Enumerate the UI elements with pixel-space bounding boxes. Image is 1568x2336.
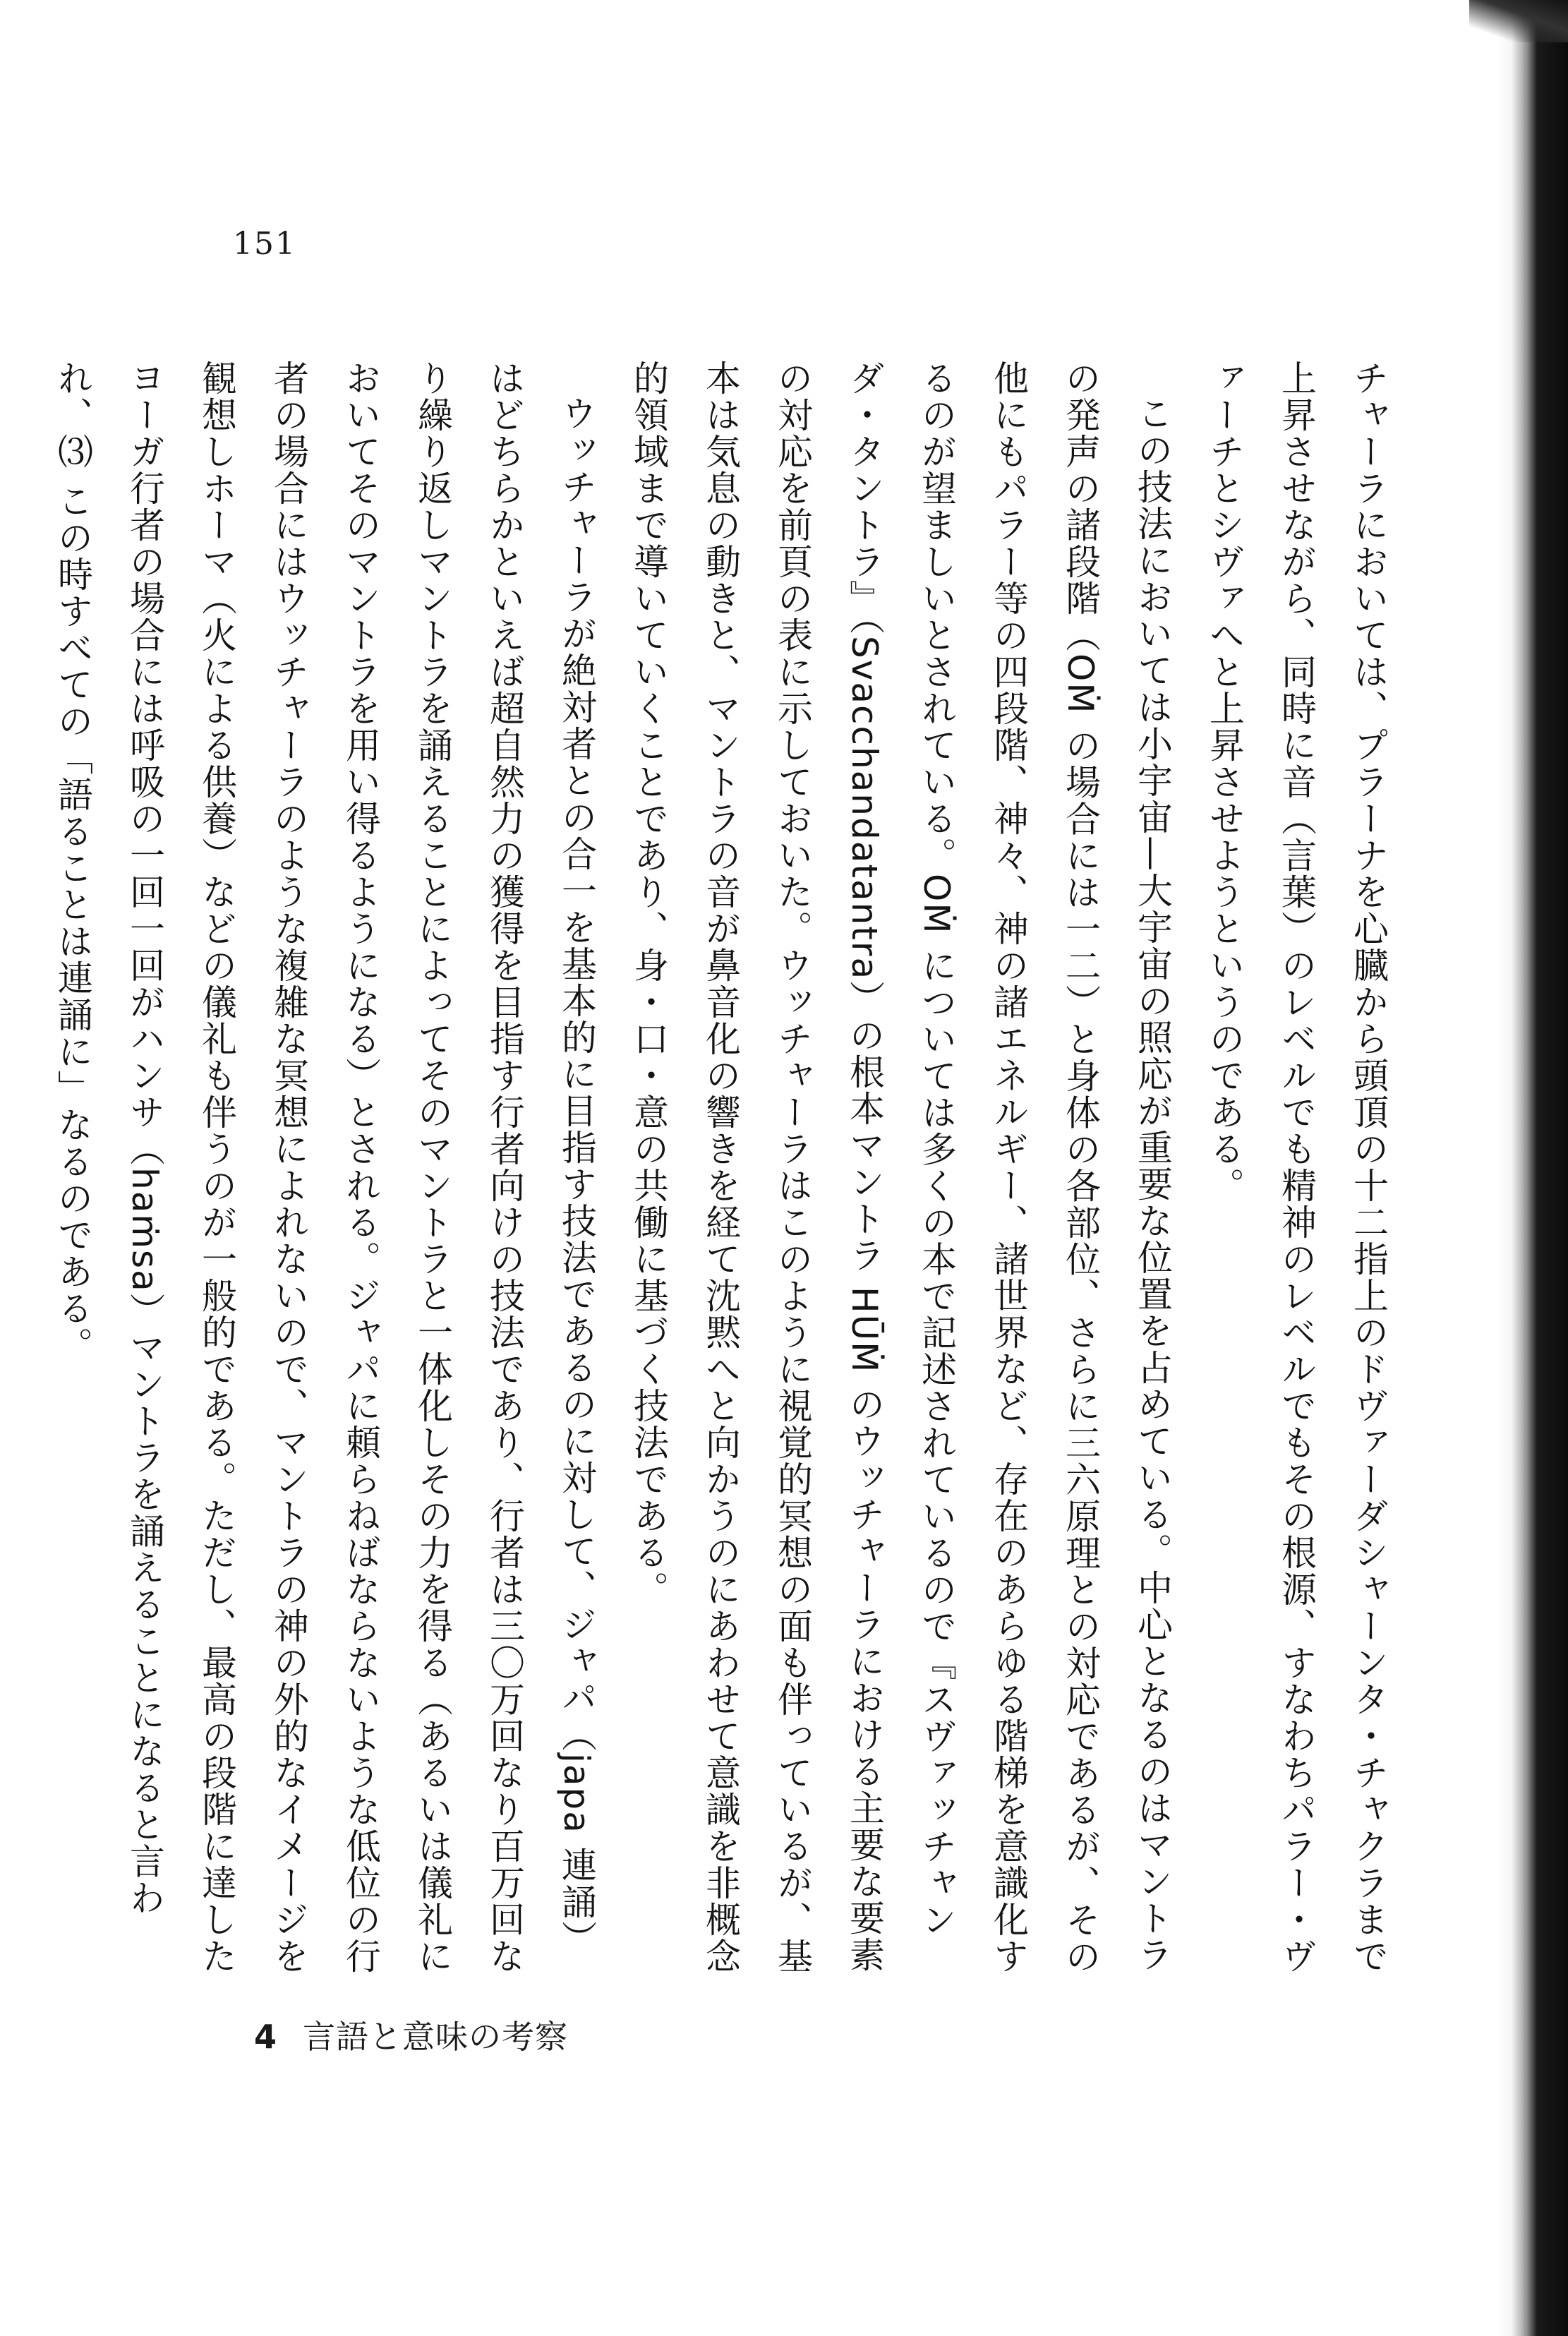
paragraph-1: チャーラにおいては、プラーナを心臓から頭頂の十二指上のドヴァーダシャーンタ・チャクラまで上昇させながら、同時に音（言葉）のレベルでも精神のレベルでもその根源、すなわちパラー・ヴァーチとシヴァへと上昇させようというのである。 — [1204, 360, 1389, 1975]
binding-edge — [1512, 0, 1568, 2336]
page-number: 151 — [233, 226, 296, 262]
page-curl — [1469, 0, 1568, 42]
chapter-title: 言語と意味の考察 — [303, 2018, 569, 2056]
running-footer — [254, 2011, 568, 2058]
body-text — [52, 360, 1404, 1976]
chapter-number: 4 — [254, 2018, 278, 2056]
paragraph-2: この技法においては小宇宙—大宇宙の照応が重要な位置を占めている。中心となるのはマントラの発声の諸段階（OṀ の場合には一二）と身体の各部位、さらに三六原理との対応であるが、その他にもパラー等の四段階、神々、神の諸エネルギー、諸世界など、存在のあらゆる階梯を意識化するのが望ましいとされている。OṀ については多くの本で記述されているので『スヴァッチャンダ・タントラ』（Svacchandatantra）の根本マントラ HŪṀ のウッチャーラにおける主要な要素の対応を前頁の表に示しておいた。ウッチャーラはこのように視覚的冥想の面も伴っているが、基本は気息の動きと、マントラの音が鼻音化の響きを経て沈黙へと向かうのにあわせて意識を非概念的領域まで導いていくことであり、身・口・意の共働に基づく技法である。 — [628, 360, 1173, 1975]
paragraph-3: ウッチャーラが絶対者との合一を基本的に目指す技法であるのに対して、ジャパ（japa 連誦）はどちらかといえば超自然力の獲得を目指す行者向けの技法であり、行者は三〇万回なり百万回なり繰り返しマントラを誦えることによってそのマントラと一体化しその力を得る（あるいは儀礼においてそのマントラを用い得るようになる）とされる。ジャパに頼らねばならないような低位の行者の場合にはウッチャーラのような複雑な冥想によれないので、マントラの神の外的なイメージを観想しホーマ（火による供養）などの儀礼も伴うのが一般的である。ただし、最高の段階に達したヨーガ行者の場合には呼吸の一回一回がハンサ（haṁsa）マントラを誦えることになると言われ、⑶ この時すべての「語ることは連誦に」なるのである。 — [52, 360, 597, 1975]
